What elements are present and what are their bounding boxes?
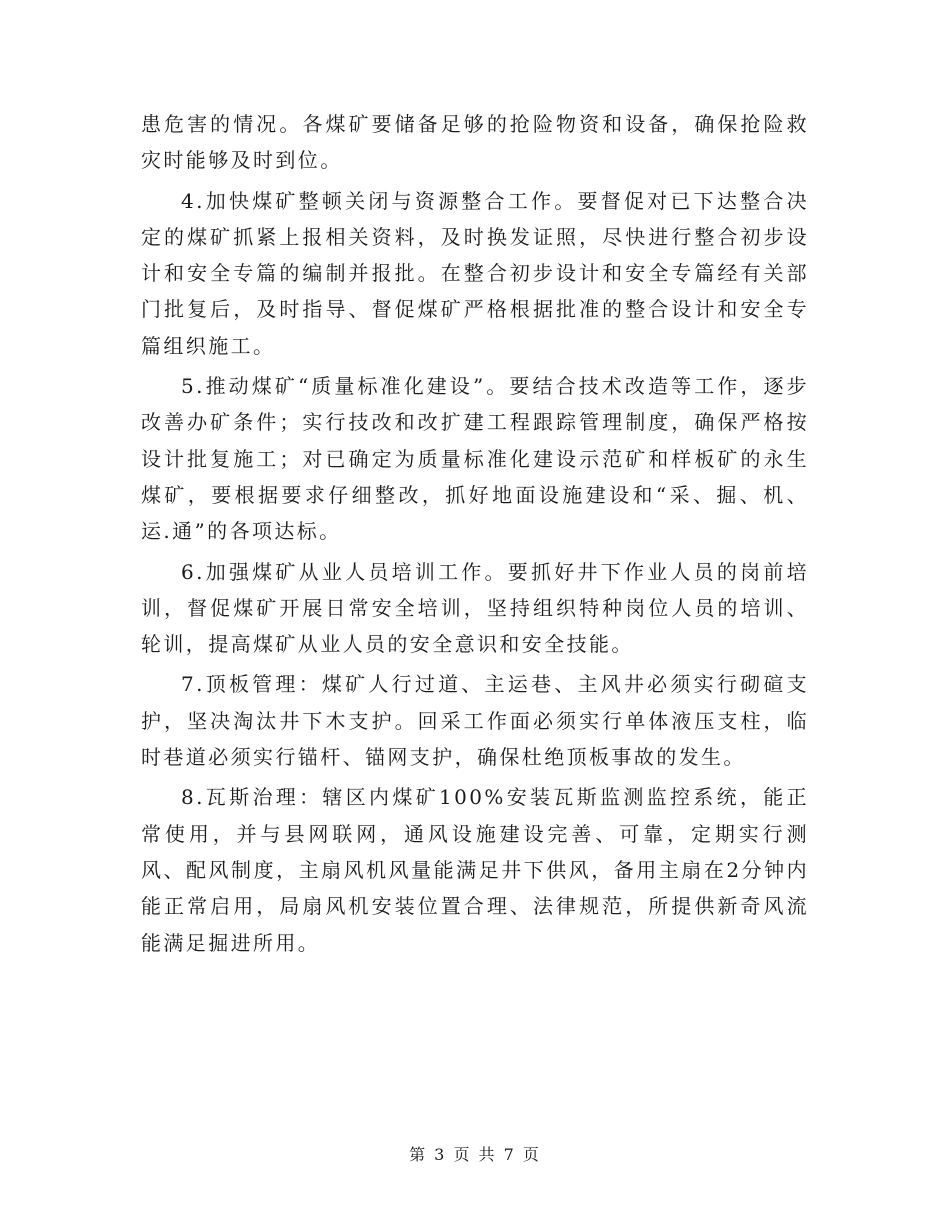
document-body (141, 106, 809, 965)
paragraph-item-6: 6.加强煤矿从业人员培训工作。要抓好井下作业人员的岗前培训，督促煤矿开展日常安全培训，坚持组织特种岗位人员的培训、轮训，提高煤矿从业人员的安全意识和安全技能。 (141, 559, 809, 657)
page-number-footer: 第 3 页 共 7 页 (409, 1145, 541, 1164)
paragraph-item-5: 5.推动煤矿“质量标准化建设”。要结合技术改造等工作，逐步改善办矿条件；实行技改和改扩建工程跟踪管理制度，确保严格按设计批复施工；对已确定为质量标准化建设示范矿和样板矿的永生煤矿，要根据要求仔细整改，抓好地面设施建设和“采、掘、机、运.通”的各项达标。 (141, 374, 809, 544)
paragraph-item-4: 4.加快煤矿整顿关闭与资源整合工作。要督促对已下达整合决定的煤矿抓紧上报相关资料，及时换发证照，尽快进行整合初步设计和安全专篇的编制并报批。在整合初步设计和安全专篇经有关部门批复后，及时指导、督促煤矿严格根据批准的整合设计和安全专篇组织施工。 (141, 188, 809, 358)
paragraph-continuation: 患危害的情况。各煤矿要储备足够的抢险物资和设备，确保抢险救灾时能够及时到位。 (141, 112, 809, 173)
paragraph-item-8: 8.瓦斯治理：辖区内煤矿100%安装瓦斯监测监控系统，能正常使用，并与县网联网，通风设施建设完善、可靠，定期实行测风、配风制度，主扇风机风量能满足井下供风，备用主扇在2分钟内能正常启用，局扇风机安装位置合理、法律规范，所提供新奇风流能满足掘进所用。 (141, 785, 809, 955)
paragraph-item-7: 7.顶板管理：煤矿人行过道、主运巷、主风井必须实行砌碹支护，坚决淘汰井下木支护。回采工作面必须实行单体液压支柱，临时巷道必须实行锚杆、锚网支护，确保杜绝顶板事故的发生。 (141, 672, 809, 770)
